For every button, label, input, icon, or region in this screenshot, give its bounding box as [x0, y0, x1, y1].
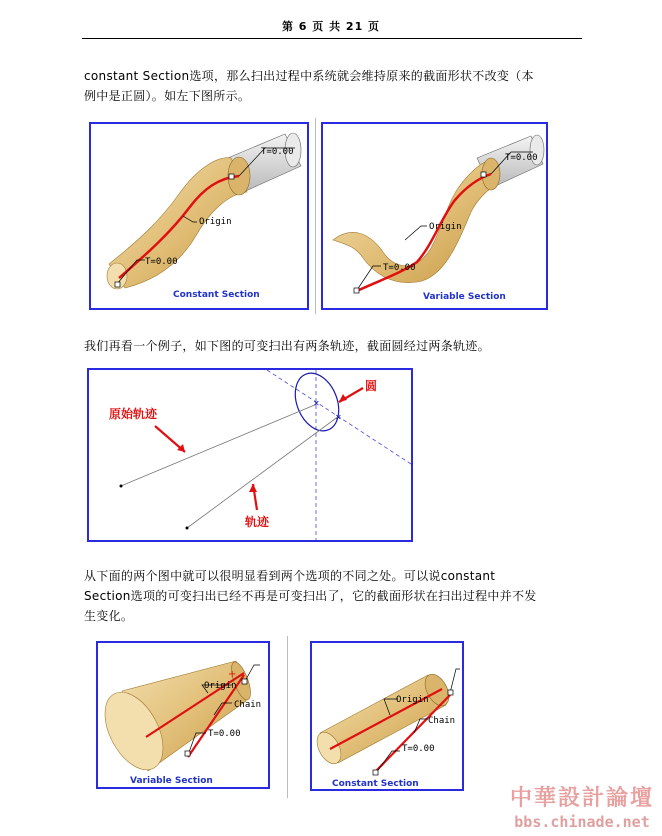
paragraph-2-line-1: 我们再看一个例子，如下图的可变扫出有两条轨迹，截面圆经过两条轨迹。 [84, 339, 490, 353]
paragraph-3-line-3: 生变化。 [84, 609, 134, 623]
caption-variable-section: Variable Section [130, 776, 213, 786]
label-t: T=0.00 [208, 729, 241, 739]
label-chain: Chain [234, 700, 262, 710]
label-origin: Origin [429, 222, 462, 232]
label-original-trajectory: 原始轨迹 [109, 407, 158, 421]
label-t: T=0.00 [402, 744, 435, 754]
label-origin: Origin [396, 695, 429, 705]
svg-text:✕: ✕ [335, 413, 342, 422]
caption-constant-section: Constant Section [173, 290, 260, 300]
figure-variable-section-cone [96, 641, 270, 789]
figure-two-trajectories [87, 368, 413, 542]
paragraph-1-line-1: constant Section选项，那么扫出过程中系统就会维持原来的截面形状不改变（本 [84, 69, 534, 83]
watermark-name: 中華設計論壇 [509, 786, 654, 811]
label-t-bottom: T=0.00 [383, 263, 416, 273]
label-t-bottom: T=0.00 [145, 257, 178, 267]
figure-constant-section [89, 122, 309, 310]
watermark-url: bbs.chinade.net [514, 813, 650, 831]
label-trajectory: 轨迹 [245, 515, 270, 529]
label-circle: 圆 [365, 379, 378, 393]
svg-text:+: + [228, 669, 237, 680]
paragraph-3-line-1: 从下面的两个图中就可以很明显看到两个选项的不同之处。可以说constant [84, 569, 496, 583]
figure-divider [315, 118, 316, 314]
label-chain: Chain [428, 716, 456, 726]
svg-text:✕: ✕ [313, 399, 320, 408]
label-origin: Origin [199, 217, 232, 227]
caption-constant-section: Constant Section [332, 779, 419, 789]
label-t-top: T=0.00 [505, 153, 538, 163]
figure-constant-section-cylinder [310, 641, 464, 791]
site-watermark [502, 784, 662, 836]
paragraph-1-line-2: 例中是正圆）。如左下图所示。 [84, 89, 251, 103]
label-t-top: T=0.00 [261, 147, 294, 157]
figure-divider [287, 636, 288, 798]
paragraph-3-line-2: Section选项的可变扫出已经不再是可变扫出了，它的截面形状在扫出过程中并不发 [84, 589, 537, 603]
caption-variable-section: Variable Section [423, 292, 506, 302]
page-header: 第 6 页 共 21 页 [281, 20, 381, 33]
header-rule [82, 38, 582, 39]
figure-variable-section [321, 122, 548, 310]
label-origin: Origin [204, 681, 237, 691]
